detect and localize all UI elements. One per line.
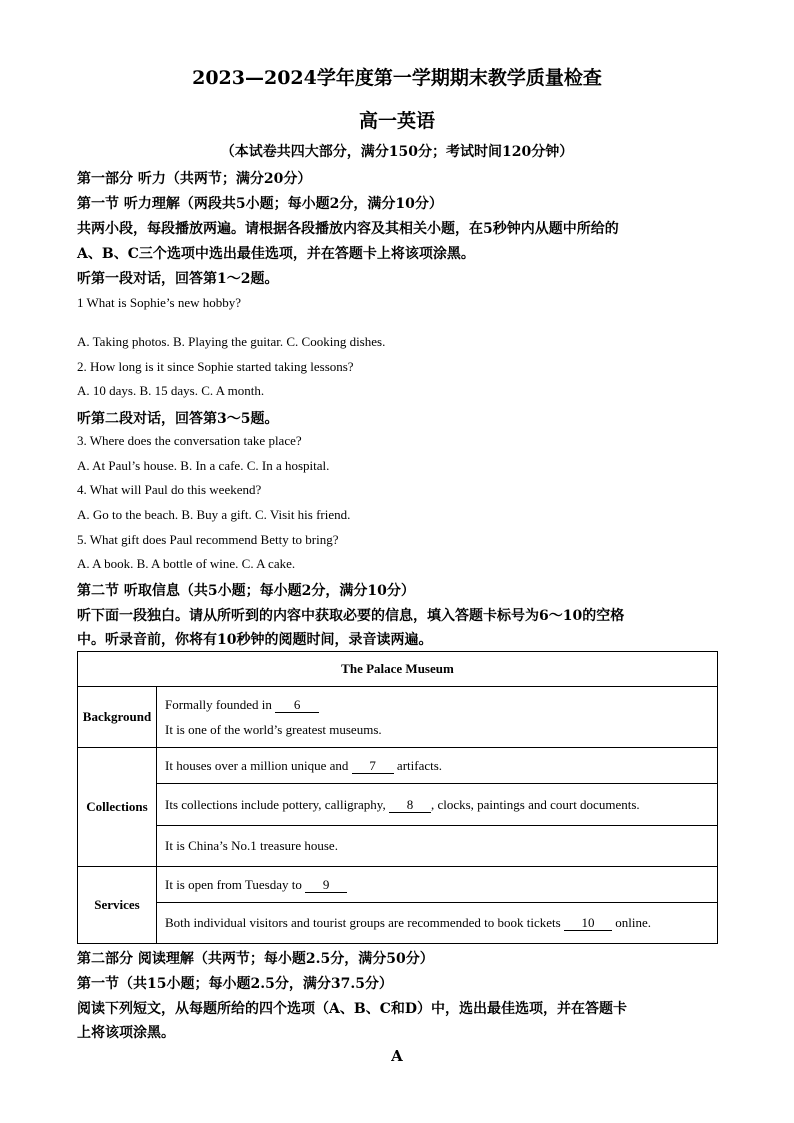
question-1-stem: 1 What is Sophie’s new hobby? bbox=[77, 295, 242, 310]
dialog1-heading: 听第一段对话，回答第1～2题。 bbox=[77, 271, 279, 287]
background-label: Background bbox=[78, 687, 157, 748]
question-5-stem: 5. What gift does Paul recommend Betty to bring? bbox=[77, 532, 339, 547]
services-line-1-text: It is open from Tuesday to bbox=[165, 876, 306, 892]
dialog2-heading: 听第二段对话，回答第3～5题。 bbox=[77, 411, 279, 427]
services-row-2 bbox=[157, 903, 718, 944]
section2-instruction-line1: 听下面一段独白。请从所听到的内容中获取必要的信息，填入答题卡标号为6～10的空格 bbox=[77, 608, 625, 624]
part1-heading: 第一部分 听力（共两节；满分20分） bbox=[77, 171, 312, 187]
blank-7: 7 bbox=[352, 759, 394, 774]
question-4-options: A. Go to the beach. B. Buy a gift. C. Visit his friend. bbox=[77, 507, 351, 522]
services-line-2-text: Both individual visitors and tourist groups are recommended to book tickets bbox=[165, 915, 564, 930]
passage-label: A bbox=[391, 1047, 403, 1065]
collections-label: Collections bbox=[78, 748, 157, 867]
question-3-stem: 3. Where does the conversation take place? bbox=[77, 433, 302, 448]
part2-heading: 第二部分 阅读理解（共两节；每小题2.5分，满分50分） bbox=[77, 951, 434, 967]
background-cell bbox=[157, 687, 718, 748]
part1-section2-heading: 第二节 听取信息（共5小题；每小题2分，满分10分） bbox=[77, 583, 415, 599]
collections-row-2 bbox=[157, 784, 718, 826]
table-title: The Palace Museum bbox=[78, 652, 718, 687]
palace-museum-table bbox=[77, 651, 718, 944]
question-2-options: A. 10 days. B. 15 days. C. A month. bbox=[77, 383, 265, 398]
background-line-1 bbox=[165, 692, 709, 717]
blank-9: 9 bbox=[305, 878, 347, 893]
background-line-2: It is one of the world’s greatest museums. bbox=[165, 722, 382, 737]
collections-line-2-end: , clocks, paintings and court documents. bbox=[430, 796, 640, 812]
section2-instruction-line2: 中。听录音前，你将有10秒钟的阅题时间，录音读两遍。 bbox=[77, 632, 433, 648]
collections-row-1 bbox=[157, 748, 718, 784]
blank-10: 10 bbox=[564, 916, 612, 931]
collections-row-3: It is China’s No.1 treasure house. bbox=[157, 826, 718, 867]
services-label: Services bbox=[78, 867, 157, 944]
part1-section1-heading: 第一节 听力理解（两段共5小题；每小题2分，满分10分） bbox=[77, 196, 443, 212]
part1-instruction-line2: A、B、C三个选项中选出最佳选项，并在答题卡上将该项涂黑。 bbox=[77, 246, 475, 262]
blank-8: 8 bbox=[389, 798, 431, 813]
collections-line-1-text: It houses over a million unique and bbox=[165, 757, 352, 773]
part2-instruction-line2: 上将该项涂黑。 bbox=[77, 1025, 175, 1041]
part2-instruction-line1: 阅读下列短文，从每题所给的四个选项（A、B、C和D）中，选出最佳选项，并在答题卡 bbox=[77, 1001, 627, 1017]
question-1-options: A. Taking photos. B. Playing the guitar. C. Cooking dishes. bbox=[77, 334, 386, 349]
question-2-stem: 2. How long is it since Sophie started taking lessons? bbox=[77, 359, 354, 374]
background-line-1-text: Formally founded in bbox=[165, 697, 276, 712]
collections-line-2-text: Its collections include pottery, calligraphy, bbox=[165, 796, 389, 812]
question-5-options: A. A book. B. A bottle of wine. C. A cake. bbox=[77, 556, 296, 571]
part1-instruction-line1: 共两小段，每段播放两遍。请根据各段播放内容及其相关小题，在5秒钟内从题中所给的 bbox=[77, 221, 619, 237]
blank-6: 6 bbox=[275, 698, 319, 713]
exam-note: （本试卷共四大部分，满分150分；考试时间120分钟） bbox=[220, 144, 574, 160]
question-4-stem: 4. What will Paul do this weekend? bbox=[77, 482, 262, 497]
collections-line-1-end: artifacts. bbox=[393, 757, 443, 773]
services-row-1 bbox=[157, 867, 718, 903]
part2-section1-heading: 第一节（共15小题；每小题2.5分，满分37.5分） bbox=[77, 976, 393, 992]
question-3-options: A. At Paul’s house. B. In a cafe. C. In a hospital. bbox=[77, 458, 330, 473]
services-line-2-end: online. bbox=[611, 915, 651, 930]
exam-title: 2023—2024学年度第一学期期末教学质量检查 bbox=[192, 67, 602, 89]
exam-subject: 高一英语 bbox=[358, 110, 435, 132]
